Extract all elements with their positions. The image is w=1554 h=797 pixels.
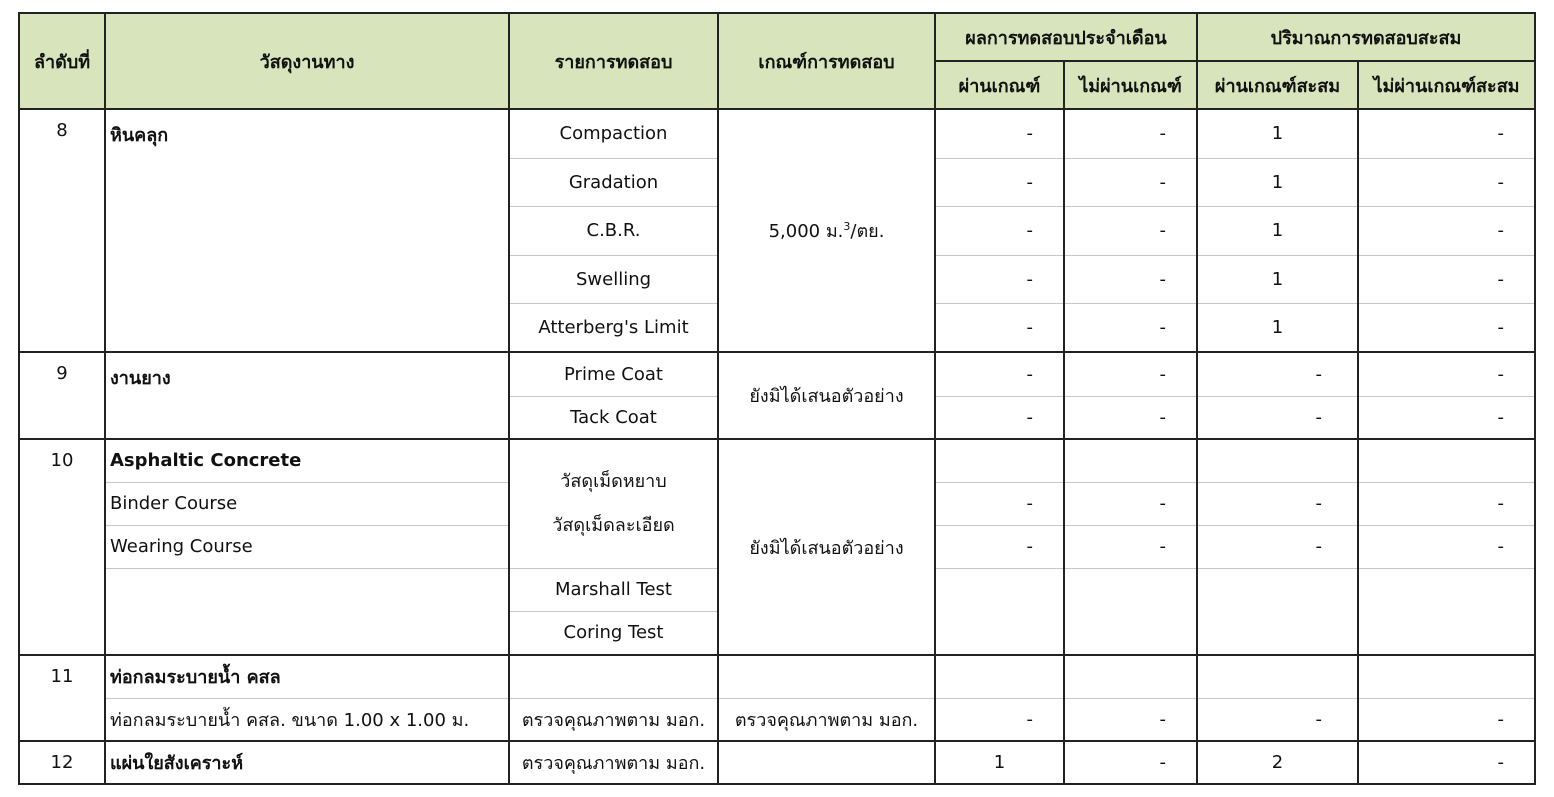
cum-fail-cell: - — [1358, 698, 1535, 741]
monthly-pass-cell: - — [935, 482, 1064, 525]
monthly-fail-cell: - — [1064, 482, 1197, 525]
cum-pass-cell: - — [1197, 352, 1358, 396]
header-criteria: เกณฑ์การทดสอบ — [718, 13, 935, 109]
material-test-results-table — [18, 12, 1536, 785]
header-material: วัสดุงานทาง — [105, 13, 509, 109]
monthly-fail-cell: - — [1064, 525, 1197, 568]
table-row — [19, 352, 1535, 396]
criteria-8-text: 5,000 ม. — [768, 221, 844, 242]
header-monthly-pass: ผ่านเกณฑ์ — [935, 61, 1064, 109]
test-marshall: Marshall Test — [509, 568, 718, 611]
monthly-fail-cell: - — [1064, 109, 1197, 158]
monthly-fail-cell: - — [1064, 255, 1197, 303]
header-monthly-fail: ไม่ผ่านเกณฑ์ — [1064, 61, 1197, 109]
test-tack-coat: Tack Coat — [509, 396, 718, 439]
cum-fail-cell: - — [1358, 255, 1535, 303]
material-asphalt-work: งานยาง — [105, 352, 509, 439]
table-row — [19, 655, 1535, 698]
test-compaction: Compaction — [509, 109, 718, 158]
monthly-pass-cell: - — [935, 303, 1064, 352]
cum-fail-cell: - — [1358, 352, 1535, 396]
cum-pass-cell: 1 — [1197, 303, 1358, 352]
empty-cell — [718, 655, 935, 698]
test-prime-coat: Prime Coat — [509, 352, 718, 396]
cum-pass-cell: - — [1197, 396, 1358, 439]
criteria-9: ยังมิได้เสนอตัวอย่าง — [718, 352, 935, 439]
cum-pass-cell: - — [1197, 482, 1358, 525]
monthly-pass-cell: - — [935, 158, 1064, 206]
empty-cell — [1197, 655, 1358, 698]
empty-cell — [935, 655, 1064, 698]
empty-cell — [1358, 568, 1535, 655]
material-binder-course: Binder Course — [105, 482, 509, 525]
test-tis-quality: ตรวจคุณภาพตาม มอก. — [509, 698, 718, 741]
criteria-10: ยังมิได้เสนอตัวอย่าง — [718, 439, 935, 655]
table-row — [19, 741, 1535, 784]
cum-fail-cell: - — [1358, 109, 1535, 158]
criteria-8-unit: /ตย. — [850, 221, 885, 242]
monthly-pass-cell: - — [935, 109, 1064, 158]
monthly-fail-cell: - — [1064, 303, 1197, 352]
test-coring: Coring Test — [509, 611, 718, 655]
cum-fail-cell: - — [1358, 158, 1535, 206]
monthly-pass-cell: - — [935, 698, 1064, 741]
row-no-12: 12 — [19, 741, 105, 784]
empty-cell — [1197, 568, 1358, 655]
test-fine-aggregate: วัสดุเม็ดละเอียด — [552, 514, 675, 536]
criteria-11: ตรวจคุณภาพตาม มอก. — [718, 698, 935, 741]
empty-cell — [718, 741, 935, 784]
row-no-11: 11 — [19, 655, 105, 741]
cum-pass-cell: 1 — [1197, 206, 1358, 255]
monthly-pass-cell: - — [935, 525, 1064, 568]
cum-fail-cell: - — [1358, 396, 1535, 439]
cum-pass-cell: - — [1197, 525, 1358, 568]
test-results-table-container — [18, 12, 1534, 786]
empty-cell — [105, 568, 509, 655]
empty-cell — [935, 439, 1064, 482]
empty-cell — [1064, 439, 1197, 482]
monthly-pass-cell: - — [935, 396, 1064, 439]
monthly-fail-cell: - — [1064, 741, 1197, 784]
cum-pass-cell: 1 — [1197, 158, 1358, 206]
test-swelling: Swelling — [509, 255, 718, 303]
material-geotextile: แผ่นใยสังเคราะห์ — [105, 741, 509, 784]
test-tis-quality: ตรวจคุณภาพตาม มอก. — [509, 741, 718, 784]
material-concrete-pipe: ท่อกลมระบายน้ำ คสล — [105, 655, 509, 698]
test-aggregate-cell — [509, 439, 718, 568]
cum-fail-cell: - — [1358, 206, 1535, 255]
table-row — [19, 698, 1535, 741]
header-cumulative-quantity: ปริมาณการทดสอบสะสม — [1197, 13, 1535, 61]
header-test-item: รายการทดสอบ — [509, 13, 718, 109]
header-monthly-results: ผลการทดสอบประจำเดือน — [935, 13, 1197, 61]
empty-cell — [1197, 439, 1358, 482]
monthly-fail-cell: - — [1064, 396, 1197, 439]
monthly-pass-cell: - — [935, 206, 1064, 255]
table-row — [19, 109, 1535, 158]
row-no-8: 8 — [19, 109, 105, 352]
test-atterberg-limit: Atterberg's Limit — [509, 303, 718, 352]
cum-pass-cell: 2 — [1197, 741, 1358, 784]
monthly-pass-cell: - — [935, 255, 1064, 303]
test-gradation: Gradation — [509, 158, 718, 206]
cum-fail-cell: - — [1358, 741, 1535, 784]
monthly-fail-cell: - — [1064, 206, 1197, 255]
monthly-pass-cell: - — [935, 352, 1064, 396]
table-row — [19, 439, 1535, 482]
monthly-fail-cell: - — [1064, 698, 1197, 741]
empty-cell — [1358, 439, 1535, 482]
test-cbr: C.B.R. — [509, 206, 718, 255]
material-concrete-pipe-size: ท่อกลมระบายน้ำ คสล. ขนาด 1.00 x 1.00 ม. — [105, 698, 509, 741]
row-no-9: 9 — [19, 352, 105, 439]
empty-cell — [935, 568, 1064, 655]
cum-fail-cell: - — [1358, 525, 1535, 568]
material-crushed-rock: หินคลุก — [105, 109, 509, 352]
test-coarse-aggregate: วัสดุเม็ดหยาบ — [560, 470, 667, 492]
header-cumulative-pass: ผ่านเกณฑ์สะสม — [1197, 61, 1358, 109]
empty-cell — [1064, 655, 1197, 698]
cum-pass-cell: 1 — [1197, 109, 1358, 158]
empty-cell — [1358, 655, 1535, 698]
material-wearing-course: Wearing Course — [105, 525, 509, 568]
criteria-8-superscript: 3 — [843, 220, 851, 233]
material-asphaltic-concrete: Asphaltic Concrete — [105, 439, 509, 482]
cum-fail-cell: - — [1358, 303, 1535, 352]
criteria-8 — [718, 109, 935, 352]
monthly-fail-cell: - — [1064, 158, 1197, 206]
empty-cell — [509, 655, 718, 698]
cum-pass-cell: - — [1197, 698, 1358, 741]
monthly-fail-cell: - — [1064, 352, 1197, 396]
cum-pass-cell: 1 — [1197, 255, 1358, 303]
cum-fail-cell: - — [1358, 482, 1535, 525]
header-no: ลำดับที่ — [19, 13, 105, 109]
row-no-10: 10 — [19, 439, 105, 655]
monthly-pass-cell: 1 — [935, 741, 1064, 784]
empty-cell — [1064, 568, 1197, 655]
header-cumulative-fail: ไม่ผ่านเกณฑ์สะสม — [1358, 61, 1535, 109]
